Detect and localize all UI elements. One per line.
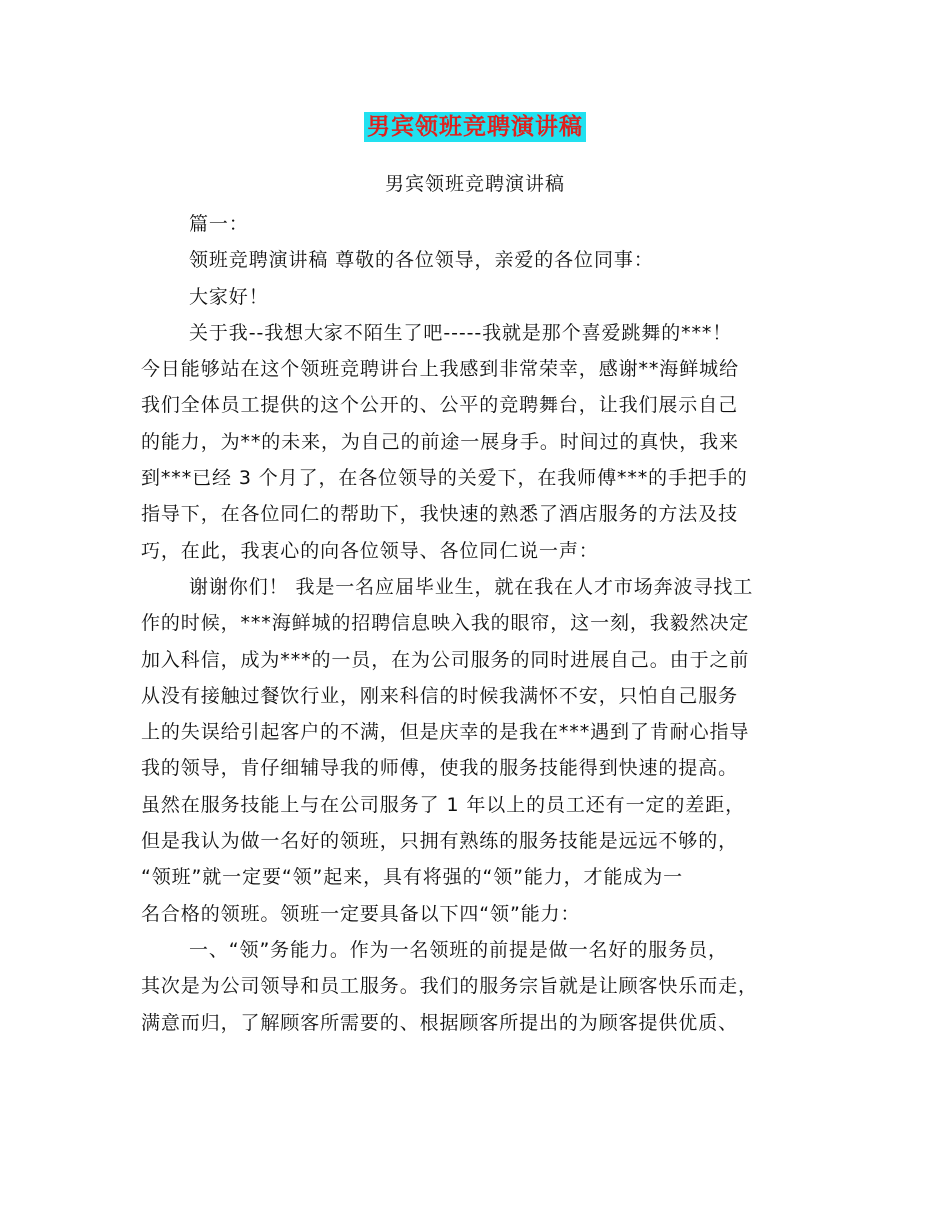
paragraph-line: 加入科信，成为***的一员，在为公司服务的同时进展自己。由于之前 xyxy=(141,648,750,671)
paragraph-line: “领班”就一定要“领”起来，具有将强的“领”能力，才能成为一 xyxy=(141,866,684,889)
document-heading xyxy=(0,112,950,142)
paragraph-line: 从没有接触过餐饮行业，刚来科信的时候我满怀不安，只怕自己服务 xyxy=(141,684,739,707)
paragraph-line: 名合格的领班。领班一定要具备以下四“领”能力： xyxy=(141,902,581,925)
paragraph-line: 大家好！ xyxy=(189,285,269,308)
paragraph-line: 领班竞聘演讲稿 尊敬的各位领导，亲爱的各位同事： xyxy=(189,249,654,272)
document-subtitle: 男宾领班竞聘演讲稿 xyxy=(384,173,565,195)
paragraph-line: 谢谢你们！ 我是一名应届毕业生，就在我在人才市场奔波寻找工 xyxy=(189,575,754,598)
paragraph-line: 篇一： xyxy=(189,213,249,235)
paragraph-line: 我们全体员工提供的这个公开的、公平的竞聘舞台，让我们展示自己 xyxy=(141,394,739,417)
paragraph-line: 我的领导，肯仔细辅导我的师傅，使我的服务技能得到快速的提高。 xyxy=(141,757,739,780)
paragraph-line: 一、“领”务能力。作为一名领班的前提是做一名好的服务员， xyxy=(189,938,728,961)
paragraph-line: 关于我--我想大家不陌生了吧-----我就是那个喜爱跳舞的***！ xyxy=(189,321,733,344)
paragraph-line: 满意而归，了解顾客所需要的、根据顾客所提出的为顾客提供优质、 xyxy=(141,1011,739,1034)
paragraph-line: 指导下，在各位同仁的帮助下，我快速的熟悉了酒店服务的方法及技 xyxy=(141,503,739,526)
paragraph-line: 到***已经 3 个月了，在各位领导的关爱下，在我师傅***的手把手的 xyxy=(141,467,748,490)
paragraph-line: 作的时候，***海鲜城的招聘信息映入我的眼帘，这一刻，我毅然决定 xyxy=(141,612,750,635)
paragraph-line: 但是我认为做一名好的领班，只拥有熟练的服务技能是远远不够的， xyxy=(141,830,739,853)
paragraph-line: 的能力，为**的未来，为自己的前途一展身手。时间过的真快，我来 xyxy=(141,430,739,453)
paragraph-line: 其次是为公司领导和员工服务。我们的服务宗旨就是让顾客快乐而走， xyxy=(141,975,758,998)
paragraph-line: 上的失误给引起客户的不满，但是庆幸的是我在***遇到了肯耐心指导 xyxy=(141,721,750,744)
paragraph-line: 虽然在服务技能上与在公司服务了 1 年以上的员工还有一定的差距， xyxy=(141,793,745,816)
highlighted-title: 男宾领班竞聘演讲稿 xyxy=(364,112,586,142)
paragraph-line: 今日能够站在这个领班竞聘讲台上我感到非常荣幸，感谢**海鲜城给 xyxy=(141,358,739,381)
paragraph-line: 巧，在此，我衷心的向各位领导、各位同仁说一声： xyxy=(141,539,599,562)
document-body xyxy=(141,206,811,1041)
